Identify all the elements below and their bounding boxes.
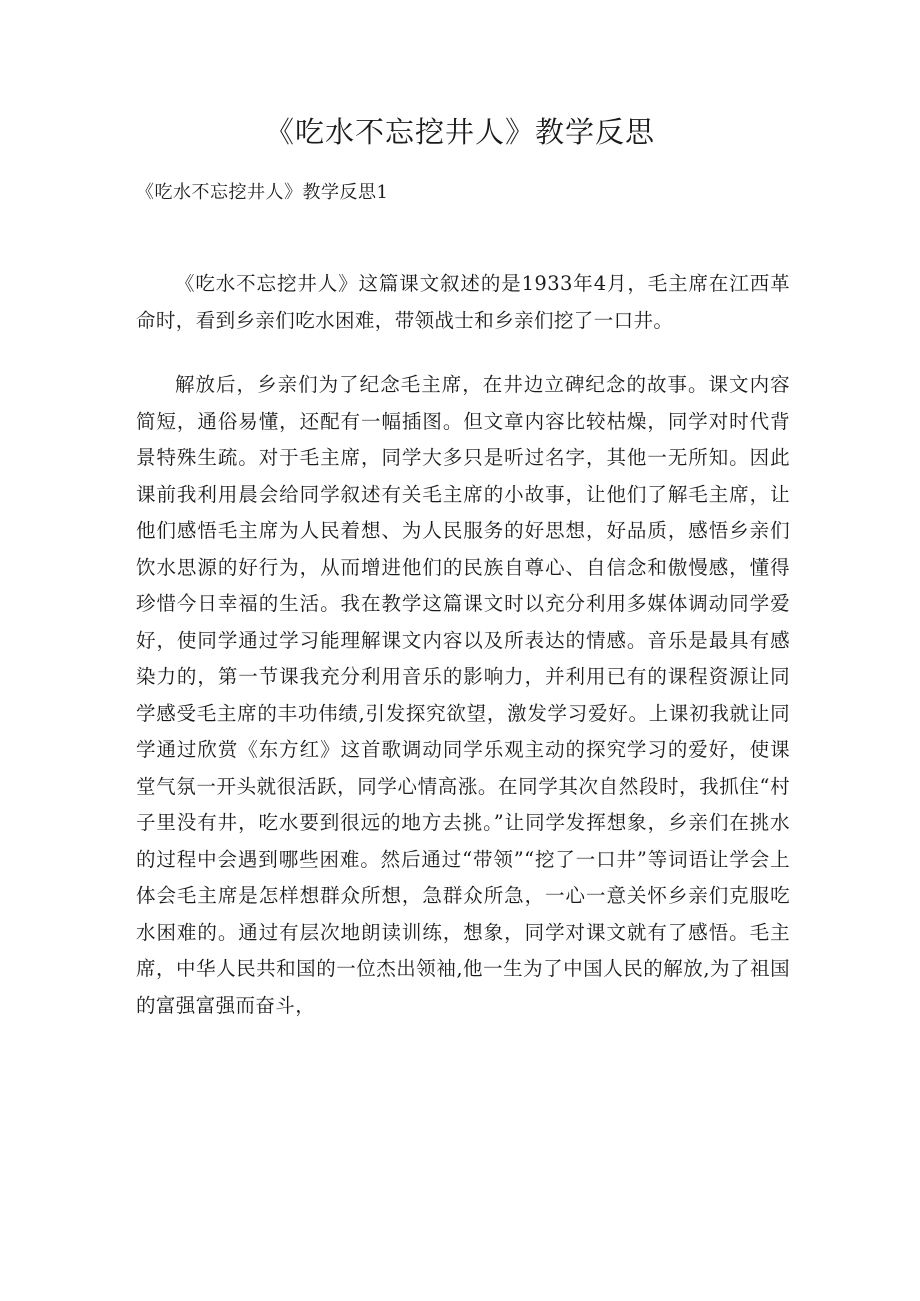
section-heading: 《吃水不忘挖井人》教学反思1 — [136, 182, 389, 203]
document-title: 《吃水不忘挖井人》教学反思 — [264, 115, 655, 149]
paragraph-1: 《吃水不忘挖井人》这篇课文叙述的是1933年4月，毛主席在江西革命时，看到乡亲们吃水困难，带领战士和乡亲们挖了一口井。 — [136, 272, 790, 332]
paragraph-2: 解放后，乡亲们为了纪念毛主席，在井边立碑纪念的故事。课文内容简短，通俗易懂，还配有一幅插图。但文章内容比较枯燥，同学对时代背景特殊生疏。对于毛主席，同学大多只是听过名字，其他一无所知。因此课前我利用晨会给同学叙述有关毛主席的小故事，让他们了解毛主席，让他们感悟毛主席为人民着想、为人民服务的好思想，好品质，感悟乡亲们饮水思源的好行为，从而增进他们的民族自尊心、自信念和傲慢感，懂得珍惜今日幸福的生活。我在教学这篇课文时以充分利用多媒体调动同学爱好，使同学通过学习能理解课文内容以及所表达的情感。音乐是最具有感染力的，第一节课我充分利用音乐的影响力，并利用已有的课程资源让同学感受毛主席的丰功伟绩,引发探究欲望，激发学习爱好。上课初我就让同学通过欣赏《东方红》这首歌调动同学乐观主动的探究学习的爱好，使课堂气氛一开头就很活跃，同学心情高涨。在同学其次自然段时，我抓住“村子里没有井，吃水要到很远的地方去挑。”让同学发挥想象，乡亲们在挑水的过程中会遇到哪些困难。然后通过“带领”“挖了一口井”等词语让学会上体会毛主席是怎样想群众所想，急群众所急，一心一意关怀乡亲们克服吃水困难的。通过有层次地朗读训练，想象，同学对课文就有了感悟。毛主席，中华人民共和国的一位杰出领袖,他一生为了中国人民的解放,为了祖国的富强富强而奋斗， — [136, 373, 790, 1017]
